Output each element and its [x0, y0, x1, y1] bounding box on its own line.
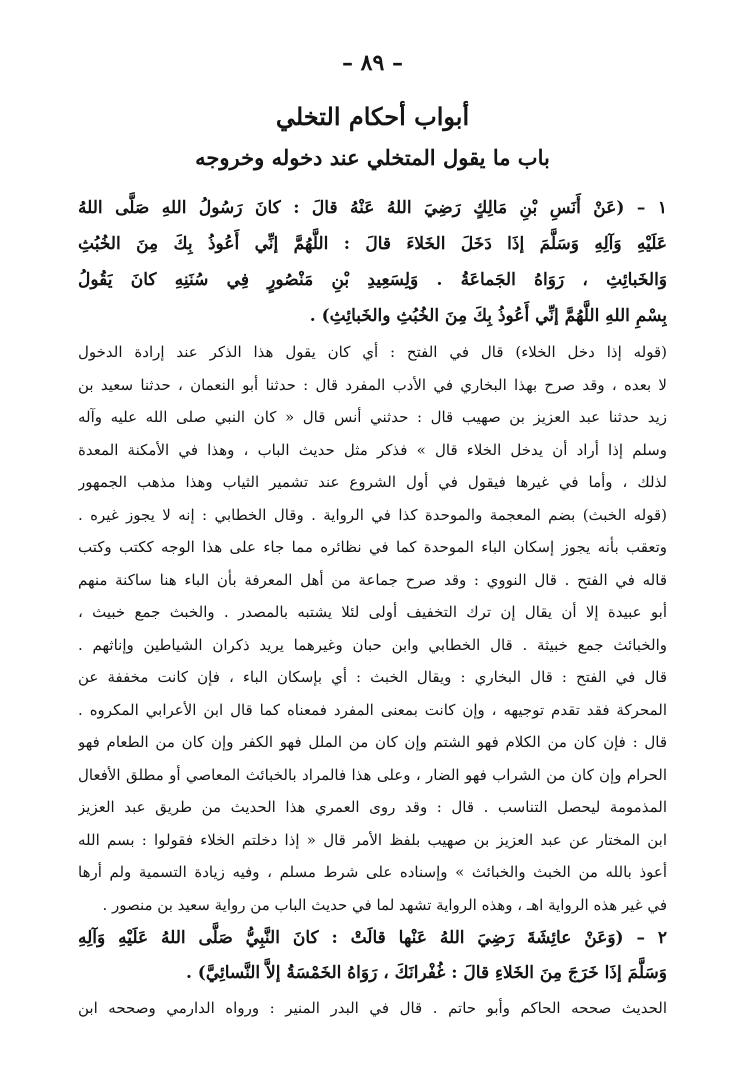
commentary-line: قاله في الفتح . قال النووي : وقد صرح جماعة من أهل المعرفة بأن الباء هنا ساكنة منهم — [78, 570, 667, 589]
commentary-line: الحرام وإن كان من الشراب فهو الضار ، وعلى هذا فالمراد بالخبائث المعاصي أو مطلق الأفعال — [78, 765, 667, 784]
hadith-1-line: عَلَيْهِ وَآلِهِ وَسَلَّمَ إذَا دَخَلَ الخَلاءَ قالَ : اللَّهُمَّ إنِّي أَعُوذُ بِكَ مِنَ الخُبُثِ — [78, 234, 667, 254]
commentary-line: وتعقب بأنه يجوز إسكان الباء الموحدة كما في نظائره مما جاء على هذا الوجه ككتب وكتب — [78, 538, 667, 556]
commentary-line: المحركة فقد تقدم توجيهه ، وإن كانت بمعنى المفرد فمعناه كما قال ابن الأعرابي المكروه . — [78, 700, 667, 719]
commentary-line: أبو عبيدة إلا أن يقال إن ترك التخفيف أولى لئلا يشتبه بالمصدر . والخبث جمع خبيث ، — [78, 603, 667, 621]
commentary-line: أعوذ بالله من الخبث والخبائث » وإسناده على شرط مسلم ، وفيه زيادة التسمية ولم أرها — [78, 863, 667, 881]
commentary-line: قال : فإن كان من الكلام فهو الشتم وإن كان من الملل فهو الكفر وإن كان من الطعام فهو — [78, 733, 667, 751]
commentary-line: والخبائث جمع خبيثة . قال الخطابي وابن حبان وغيرهما يريد ذكران الشياطين وإناثهم . — [78, 635, 667, 654]
hadith-2-line: ٢ – (وَعَنْ عائِشَةَ رَضِيَ اللهُ عَنْها قالَتْ : كانَ النَّبِيُّ صَلَّى اللهُ عَلَيْهِ وَآلِهِ — [78, 928, 667, 948]
chapter-title: أبواب أحكام التخلي — [275, 102, 470, 131]
hadith-1-text — [78, 190, 667, 334]
hadith-2-text — [78, 921, 667, 991]
commentary-line: لذلك ، وأما في غيرها فيقول في أول الشروع عند تشمير الثياب وهذا مذهب الجمهور — [78, 473, 667, 491]
hadith-1-line: وَالخَبائِثِ ، رَوَاهُ الجَماعَةُ . وَلِسَعِيدِ بْنِ مَنْصُورٍ فِي سُنَنِهِ كانَ يَقُولُ — [78, 270, 667, 290]
commentary-line: زيد حدثنا عبد العزيز بن صهيب قال : حدثني أنس قال « كان النبي صلى الله عليه وآله — [78, 408, 667, 426]
commentary-line: في غير هذه الرواية اهـ ، وهذه الرواية تشهد لما في حديث الباب من رواية سعيد بن منصور . — [102, 895, 667, 914]
commentary-line: لا بعده ، وقد صرح بهذا البخاري في الأدب المفرد قال : حدثنا أبو النعمان ، حدثنا سعيد بن — [78, 375, 667, 394]
hadith-2-commentary — [78, 991, 667, 1025]
hadith-1-commentary — [78, 336, 667, 921]
hadith-1-line: بِسْمِ اللهِ اللَّهُمَّ إنِّي أَعُوذُ بِكَ مِنَ الخُبُثِ والخَبائِثِ) . — [309, 306, 667, 326]
commentary-line: المذمومة ليحصل التناسب . قال : وقد روى العمري هذا الحديث من طريق عبد العزيز — [78, 798, 667, 816]
commentary-line: ابن المختار عن عبد العزيز بن صهيب بلفظ الأمر قال « إذا دخلتم الخلاء فقولوا : بسم الله — [78, 830, 667, 849]
commentary-line: الحديث صححه الحاكم وأبو حاتم . قال في البدر المنير : ورواه الدارمي وصححه ابن — [78, 999, 667, 1017]
commentary-line: (قوله إذا دخل الخلاء) قال في الفتح : أي كان يقول هذا الذكر عند إرادة الدخول — [78, 343, 667, 361]
section-title: باب ما يقول المتخلي عند دخوله وخروجه — [195, 145, 550, 170]
page-number: – ٨٩ – — [342, 50, 403, 76]
commentary-line: (قوله الخبث) بضم المعجمة والموحدة كذا في الرواية . وقال الخطابي : إنه لا يجوز غيره . — [78, 505, 667, 524]
commentary-line: وسلم إذا أراد أن يدخل الخلاء قال » فذكر مثل حديث الباب ، وهذا في الأمكنة المعدة — [78, 440, 667, 459]
hadith-1-line: ١ – (عَنْ أَنَسِ بْنِ مَالِكٍ رَضِيَ اللهُ عَنْهُ قالَ : كانَ رَسُولُ اللهِ صَلَّى اللهُ — [78, 198, 667, 218]
commentary-line: قال في الفتح : قال البخاري : ويقال الخبث : أي بإسكان الباء ، فإن كانت مخففة عن — [78, 668, 667, 686]
hadith-2-line: وَسَلَّمَ إذَا خَرَجَ مِنَ الخَلاءِ قالَ : غُفْرانَكَ ، رَوَاهُ الخَمْسَةُ إلاَّ النَّسائِيَّ) . — [185, 963, 667, 983]
